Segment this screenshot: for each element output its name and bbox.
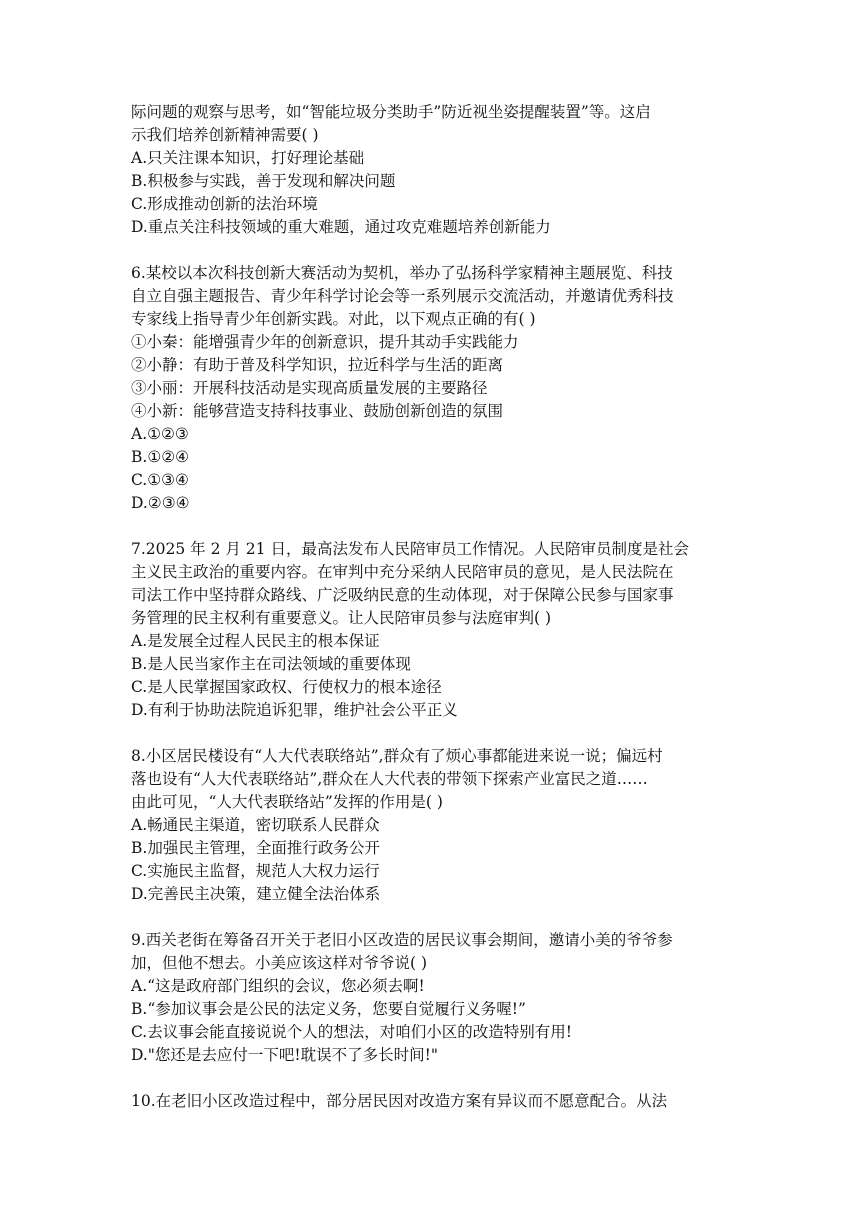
question-8 bbox=[131, 745, 741, 906]
option-c: C.去议事会能直接说说个人的想法，对咱们小区的改造特别有用! bbox=[131, 1023, 572, 1041]
option-d: D.②③④ bbox=[131, 494, 190, 512]
option-a: A.是发展全过程人民民主的根本保证 bbox=[131, 632, 380, 650]
question-spacer bbox=[131, 239, 741, 262]
option-b: B.积极参与实践，善于发现和解决问题 bbox=[131, 172, 396, 190]
question-stem-line: 7.2025 年 2 月 21 日，最高法发布人民陪审员工作情况。人民陪审员制度是社会 bbox=[131, 540, 689, 558]
option-d: D.有利于协助法院追诉犯罪，维护社会公平正义 bbox=[131, 701, 458, 719]
option-a: A.①②③ bbox=[131, 425, 189, 443]
statement-3: ③小丽：开展科技活动是实现高质量发展的主要路径 bbox=[131, 379, 488, 397]
question-stem-line: 际问题的观察与思考，如“智能垃圾分类助手”防近视坐姿提醒装置”等。这启 bbox=[131, 103, 651, 121]
question-stem-line: 加，但他不想去。小美应该这样对爷爷说( ) bbox=[131, 954, 428, 972]
question-stem-line: 8.小区居民楼设有“人大代表联络站”,群众有了烦心事都能进来说一说；偏远村 bbox=[131, 747, 663, 765]
option-a: A.只关注课本知识，打好理论基础 bbox=[131, 149, 365, 167]
option-b: B.是人民当家作主在司法领域的重要体现 bbox=[131, 655, 411, 673]
question-7 bbox=[131, 538, 741, 722]
document-page bbox=[131, 101, 741, 1113]
question-spacer bbox=[131, 722, 741, 745]
question-stem-line: 示我们培养创新精神需要( ) bbox=[131, 126, 319, 144]
option-d: D.完善民主决策，建立健全法治体系 bbox=[131, 885, 381, 903]
question-stem-line: 由此可见，“人大代表联络站”发挥的作用是( ) bbox=[131, 793, 443, 811]
question-spacer bbox=[131, 515, 741, 538]
statement-2: ②小静：有助于普及科学知识，拉近科学与生活的距离 bbox=[131, 356, 504, 374]
option-c: C.是人民掌握国家政权、行使权力的根本途径 bbox=[131, 678, 442, 696]
question-stem-line: 10.在老旧小区改造过程中，部分居民因对改造方案有异议而不愿意配合。从法 bbox=[131, 1092, 668, 1110]
option-a: A.“这是政府部门组织的会议，您必须去啊! bbox=[131, 977, 425, 995]
question-spacer bbox=[131, 906, 741, 929]
question-5 bbox=[131, 101, 741, 239]
question-stem-line: 落也设有“人大代表联络站”,群众在人大代表的带领下探索产业富民之道…… bbox=[131, 770, 648, 788]
option-b: B.①②④ bbox=[131, 448, 190, 466]
question-stem-line: 专家线上指导青少年创新实践。对此，以下观点正确的有( ) bbox=[131, 310, 536, 328]
question-stem-line: 6.某校以本次科技创新大赛活动为契机，举办了弘扬科学家精神主题展览、科技 bbox=[131, 264, 673, 282]
question-stem-line: 主义民主政治的重要内容。在审判中充分采纳人民陪审员的意见，是人民法院在 bbox=[131, 563, 674, 581]
question-stem-line: 务管理的民主权利有重要意义。让人民陪审员参与法庭审判( ) bbox=[131, 609, 552, 627]
option-d: D."您还是去应付一下吧!耽误不了多长时间!" bbox=[131, 1046, 439, 1064]
option-c: C.①③④ bbox=[131, 471, 189, 489]
question-6 bbox=[131, 262, 741, 515]
question-10 bbox=[131, 1090, 741, 1113]
question-stem-line: 9.西关老街在筹备召开关于老旧小区改造的居民议事会期间，邀请小美的爷爷参 bbox=[131, 931, 673, 949]
option-b: B.加强民主管理，全面推行政务公开 bbox=[131, 839, 380, 857]
option-d: D.重点关注科技领域的重大难题，通过攻克难题培养创新能力 bbox=[131, 218, 551, 236]
question-stem-line: 司法工作中坚持群众路线、广泛吸纳民意的生动体现，对于保障公民参与国家事 bbox=[131, 586, 674, 604]
question-spacer bbox=[131, 1067, 741, 1090]
option-a: A.畅通民主渠道，密切联系人民群众 bbox=[131, 816, 380, 834]
option-c: C.实施民主监督，规范人大权力运行 bbox=[131, 862, 380, 880]
question-9 bbox=[131, 929, 741, 1067]
option-b: B.“参加议事会是公民的法定义务，您要自觉履行义务喔!” bbox=[131, 1000, 526, 1018]
statement-1: ①小秦：能增强青少年的创新意识，提升其动手实践能力 bbox=[131, 333, 519, 351]
question-stem-line: 自立自强主题报告、青少年科学讨论会等一系列展示交流活动，并邀请优秀科技 bbox=[131, 287, 674, 305]
option-c: C.形成推动创新的法治环境 bbox=[131, 195, 318, 213]
statement-4: ④小新：能够营造支持科技事业、鼓励创新创造的氛围 bbox=[131, 402, 504, 420]
